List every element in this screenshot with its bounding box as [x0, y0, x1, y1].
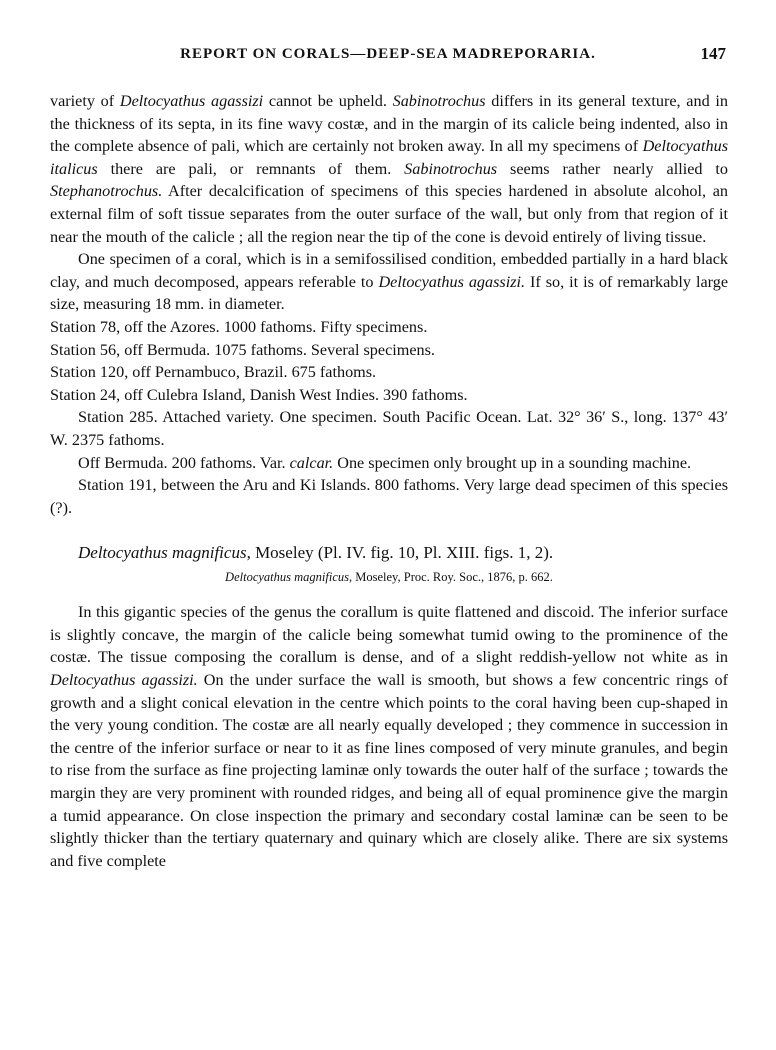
page-number: 147 — [700, 44, 726, 63]
station-entry: Station 24, off Culebra Island, Danish West Indies. 390 fathoms. — [50, 385, 468, 404]
running-head: REPORT ON CORALS—DEEP-SEA MADREPORARIA. — [180, 46, 596, 62]
page-header — [50, 46, 726, 70]
paragraph-1: variety of Deltocyathus agassizi cannot be upheld. Sabinotrochus differs in its general texture, and in the thickness of its septa, in its fine wavy costæ, and in the margin of its calicle being indented, also in the complete absence of pali, which are certainly not broken away. In all my specimens of Deltocyathus italicus there are pali, or remnants of them. Sabinotrochus seems rather nearly allied to Stephanotrochus. After decalcification of specimens of this species hardened in absolute alcohol, an external film of soft tissue separates from the outer surface of the wall, but only from that region of it near the mouth of the calicle ; all the region near the tip of the cone is devoid entirely of living tissue. — [50, 92, 728, 246]
station-entry: Station 120, off Pernambuco, Brazil. 675 fathoms. — [50, 363, 377, 382]
paragraph-3: In this gigantic species of the genus the corallum is quite flattened and discoid. The inferior surface is slightly concave, the margin of the calicle being somewhat tumid owing to the prominence of the costæ. The tissue composing the corallum is dense, and of a slight reddish-yellow not white as in Deltocyathus agassizi. On the under surface the wall is smooth, but shows a few concentric rings of growth and a slight conical elevation in the centre which points to the coral having been cup-shaped in the very young condition. The costæ are all nearly equally developed ; they commence in succession in the centre of the inferior surface or near to it as fine lines composed of very minute granules, and begin to rise from the surface as fine projecting laminæ only towards the outer half of the surface ; towards the margin they are very prominent with rounded ridges, and being all of equal prominence give the margin a tumid appearance. On close inspection the primary and secondary costal laminæ can be seen to be slightly thicker than the tertiary quaternary and quinary which are closely alike. There are six systems and five complete — [50, 603, 728, 870]
station-191-entry: Station 191, between the Aru and Ki Islands. 800 fathoms. Very large dead specimen of this species (?). — [50, 476, 728, 517]
station-entry: Station 285. Attached variety. One specimen. South Pacific Ocean. Lat. 32° 36′ S., long. 137° 43′ W. 2375 fathoms. — [50, 408, 728, 449]
bermuda-entry: Off Bermuda. 200 fathoms. Var. calcar. One specimen only brought up in a sounding machine. — [78, 453, 692, 472]
species-citation: Deltocyathus magnificus, Moseley, Proc. Roy. Soc., 1876, p. 662. — [225, 570, 553, 585]
body-text — [50, 90, 728, 872]
station-entry: Station 78, off the Azores. 1000 fathoms. Fifty specimens. — [50, 317, 428, 336]
species-heading: Deltocyathus magnificus, Moseley (Pl. IV. fig. 10, Pl. XIII. figs. 1, 2). — [78, 543, 554, 563]
station-entry: Station 56, off Bermuda. 1075 fathoms. Several specimens. — [50, 340, 435, 359]
paragraph-2: One specimen of a coral, which is in a semifossilised condition, embedded partially in a hard black clay, and much decomposed, appears referable to Deltocyathus agassizi. If so, it is of remarkably large size, measuring 18 mm. in diameter. — [50, 250, 729, 314]
